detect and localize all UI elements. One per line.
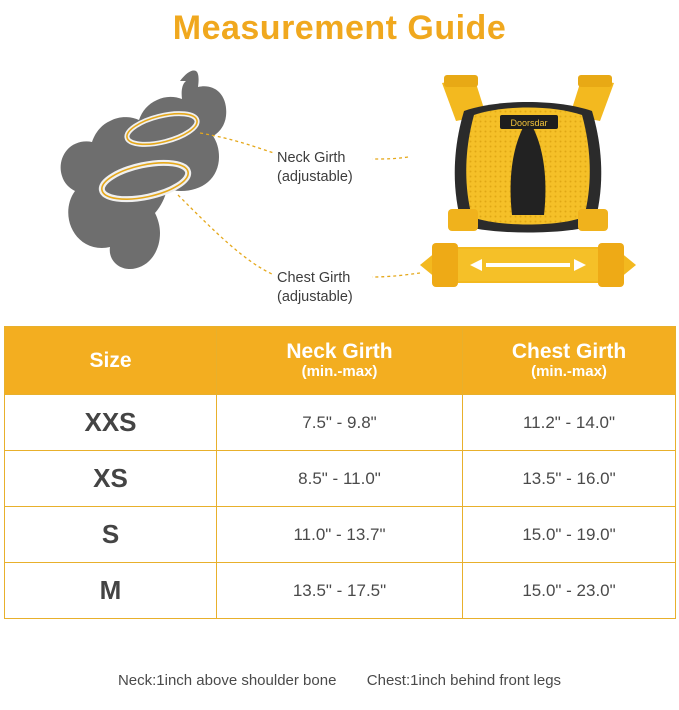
header-size-label: Size xyxy=(89,348,132,372)
cell-size: XS xyxy=(5,451,217,507)
cell-chest: 13.5" - 16.0" xyxy=(463,451,676,507)
cell-neck: 7.5" - 9.8" xyxy=(217,395,463,451)
header-chest-label: Chest Girth xyxy=(511,340,627,364)
header-chest-girth xyxy=(463,327,676,395)
size-table xyxy=(4,326,676,619)
header-neck-girth xyxy=(217,327,463,395)
callout-chest-girth xyxy=(277,269,407,305)
cell-chest: 15.0" - 23.0" xyxy=(463,563,676,619)
cell-neck: 8.5" - 11.0" xyxy=(217,451,463,507)
table-row xyxy=(5,395,676,451)
callout-neck-sub: (adjustable) xyxy=(277,168,353,185)
cell-chest: 11.2" - 14.0" xyxy=(463,395,676,451)
footer-neck-note: Neck:1inch above shoulder bone xyxy=(117,672,337,689)
harness-belly-strap xyxy=(420,243,636,287)
cell-size: M xyxy=(5,563,217,619)
callout-neck-girth xyxy=(277,149,407,185)
footer-notes xyxy=(0,672,679,689)
table-row xyxy=(5,563,676,619)
header-neck-label: Neck Girth xyxy=(286,340,393,364)
harness-product-illustration xyxy=(408,59,648,299)
table-header-row xyxy=(5,327,676,395)
size-table-wrapper xyxy=(4,326,675,619)
callout-chest-sub: (adjustable) xyxy=(277,288,353,305)
cell-size: S xyxy=(5,507,217,563)
illustration-area xyxy=(0,47,679,309)
table-row xyxy=(5,507,676,563)
cell-neck: 11.0" - 13.7" xyxy=(217,507,463,563)
header-size xyxy=(5,327,217,395)
harness-brand-text: Doorsdar xyxy=(510,118,548,129)
footer-chest-note: Chest:1inch behind front legs xyxy=(366,672,562,689)
callout-neck-label: Neck Girth xyxy=(277,150,346,167)
header-neck-sub: (min.-max) xyxy=(301,362,378,380)
cell-size: XXS xyxy=(5,395,217,451)
header-chest-sub: (min.-max) xyxy=(531,362,607,380)
page-title: Measurement Guide xyxy=(172,9,507,47)
cell-chest: 15.0" - 19.0" xyxy=(463,507,676,563)
cell-neck: 13.5" - 17.5" xyxy=(217,563,463,619)
table-row xyxy=(5,451,676,507)
callout-chest-label: Chest Girth xyxy=(277,270,351,287)
